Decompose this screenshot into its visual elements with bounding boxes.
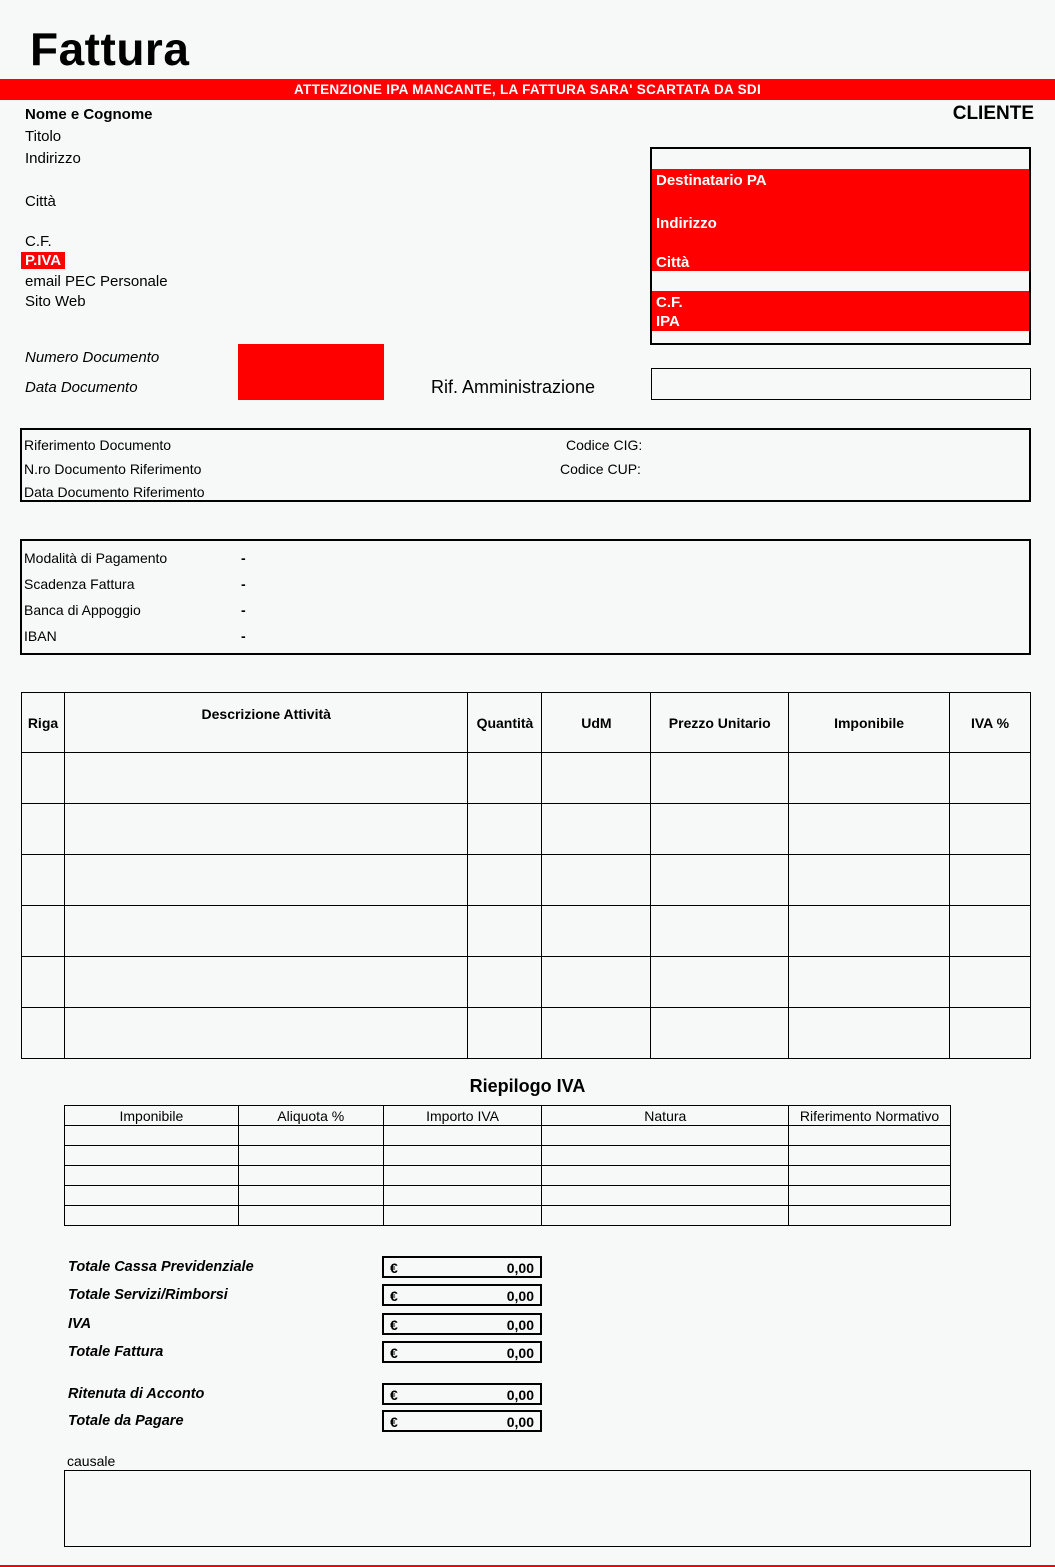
table-cell[interactable] <box>468 855 542 906</box>
table-cell[interactable] <box>64 804 468 855</box>
table-row <box>65 1166 951 1186</box>
table-cell[interactable] <box>22 855 65 906</box>
table-cell[interactable] <box>542 1206 789 1226</box>
table-cell[interactable] <box>789 1008 950 1059</box>
currency-symbol: € <box>390 1260 398 1276</box>
seller-pec: email PEC Personale <box>25 273 168 290</box>
client-ipa: IPA <box>656 313 680 330</box>
payment-label: IBAN <box>24 628 57 644</box>
column-header: Descrizione Attività <box>64 693 468 753</box>
client-box <box>650 147 1031 345</box>
table-cell[interactable] <box>65 1186 239 1206</box>
riferimento-documento-label: Riferimento Documento <box>24 437 172 453</box>
table-cell[interactable] <box>65 1146 239 1166</box>
ritenuta-di-acconto-label: Ritenuta di Acconto <box>68 1386 205 1402</box>
totale-fattura-field <box>382 1341 542 1363</box>
table-cell[interactable] <box>383 1186 542 1206</box>
table-cell[interactable] <box>651 753 789 804</box>
seller-piva: P.IVA <box>21 252 65 269</box>
table-cell[interactable] <box>789 804 950 855</box>
table-cell[interactable] <box>542 906 651 957</box>
table-cell[interactable] <box>383 1126 542 1146</box>
column-header: Riga <box>22 693 65 753</box>
column-header: UdM <box>542 693 651 753</box>
table-cell[interactable] <box>950 957 1031 1008</box>
client-citta: Città <box>656 254 690 271</box>
client-indirizzo: Indirizzo <box>656 215 717 232</box>
table-row <box>65 1146 951 1166</box>
table-row <box>22 804 1031 855</box>
table-cell[interactable] <box>789 1206 951 1226</box>
table-row <box>22 855 1031 906</box>
currency-symbol: € <box>390 1317 398 1333</box>
reference-box <box>20 428 1031 502</box>
items-header-row <box>22 693 1031 753</box>
column-header: Prezzo Unitario <box>651 693 789 753</box>
table-cell[interactable] <box>64 855 468 906</box>
total-value: 0,00 <box>506 1387 534 1403</box>
seller-titolo: Titolo <box>25 128 62 145</box>
table-cell[interactable] <box>468 957 542 1008</box>
table-row <box>65 1206 951 1226</box>
payment-box <box>20 539 1031 655</box>
total-value: 0,00 <box>506 1288 534 1304</box>
table-cell[interactable] <box>651 957 789 1008</box>
ipa-warning-banner: ATTENZIONE IPA MANCANTE, LA FATTURA SARA' SCARTATA DA SDI <box>0 79 1055 100</box>
iva-label: IVA <box>68 1316 92 1332</box>
table-cell[interactable] <box>22 804 65 855</box>
currency-symbol: € <box>390 1345 398 1361</box>
table-cell[interactable] <box>65 1166 239 1186</box>
totale-cassa-previdenziale-label: Totale Cassa Previdenziale <box>68 1259 254 1275</box>
table-cell[interactable] <box>950 753 1031 804</box>
column-header: Imponibile <box>789 693 950 753</box>
client-cf: C.F. <box>656 294 683 311</box>
table-cell[interactable] <box>64 1008 468 1059</box>
table-cell[interactable] <box>542 1126 789 1146</box>
table-cell[interactable] <box>789 906 950 957</box>
table-cell[interactable] <box>468 906 542 957</box>
table-cell[interactable] <box>542 753 651 804</box>
table-cell[interactable] <box>542 1146 789 1166</box>
total-value: 0,00 <box>506 1414 534 1430</box>
column-header: Natura <box>542 1106 789 1126</box>
table-cell[interactable] <box>238 1146 383 1166</box>
table-cell[interactable] <box>950 1008 1031 1059</box>
column-header: IVA % <box>950 693 1031 753</box>
payment-value: - <box>241 550 246 566</box>
table-cell[interactable] <box>468 753 542 804</box>
table-cell[interactable] <box>789 1186 951 1206</box>
totale-da-pagare-label: Totale da Pagare <box>68 1413 184 1429</box>
payment-value: - <box>241 628 246 644</box>
table-cell[interactable] <box>950 804 1031 855</box>
ritenuta-di-acconto-field <box>382 1383 542 1405</box>
column-header: Quantità <box>468 693 542 753</box>
numero-documento-label: Numero Documento <box>25 349 160 366</box>
table-row <box>22 957 1031 1008</box>
table-cell[interactable] <box>383 1146 542 1166</box>
table-row <box>22 753 1031 804</box>
table-cell[interactable] <box>542 1166 789 1186</box>
table-cell[interactable] <box>950 855 1031 906</box>
seller-indirizzo: Indirizzo <box>25 150 81 167</box>
vat-header-row <box>65 1106 951 1126</box>
totale-fattura-label: Totale Fattura <box>68 1344 164 1360</box>
causale-field[interactable] <box>64 1470 1031 1547</box>
client-destinatario: Destinatario PA <box>656 172 767 189</box>
items-table <box>21 692 1031 1059</box>
column-header: Imponibile <box>65 1106 239 1126</box>
currency-symbol: € <box>390 1414 398 1430</box>
table-row <box>22 906 1031 957</box>
nro-documento-riferimento-label: N.ro Documento Riferimento <box>24 461 202 477</box>
client-red-block <box>652 169 1029 271</box>
total-value: 0,00 <box>506 1345 534 1361</box>
table-row <box>22 1008 1031 1059</box>
table-cell[interactable] <box>383 1166 542 1186</box>
totale-servizi-rimborsi-label: Totale Servizi/Rimborsi <box>68 1287 228 1303</box>
payment-value: - <box>241 602 246 618</box>
table-cell[interactable] <box>64 906 468 957</box>
iva-field <box>382 1313 542 1335</box>
payment-label: Modalità di Pagamento <box>24 550 168 566</box>
payment-label: Banca di Appoggio <box>24 602 141 618</box>
table-row <box>65 1186 951 1206</box>
table-row <box>65 1126 951 1146</box>
table-cell[interactable] <box>542 1008 651 1059</box>
totale-cassa-previdenziale-field <box>382 1256 542 1278</box>
rif-amministrazione-label: Rif. Amministrazione <box>431 377 596 397</box>
payment-value: - <box>241 576 246 592</box>
currency-symbol: € <box>390 1288 398 1304</box>
rif-amministrazione-field[interactable] <box>651 368 1031 400</box>
client-red-block-2 <box>652 291 1029 331</box>
data-documento-label: Data Documento <box>25 379 138 396</box>
vat-summary-table <box>64 1105 951 1226</box>
codice-cig-label: Codice CIG: <box>566 437 643 453</box>
seller-web: Sito Web <box>25 293 86 310</box>
table-cell[interactable] <box>542 957 651 1008</box>
column-header: Aliquota % <box>238 1106 383 1126</box>
table-cell[interactable] <box>542 804 651 855</box>
table-cell[interactable] <box>238 1186 383 1206</box>
table-cell[interactable] <box>64 753 468 804</box>
riepilogo-iva-title: Riepilogo IVA <box>469 1076 586 1096</box>
document-number-field[interactable] <box>238 344 384 400</box>
table-cell[interactable] <box>64 957 468 1008</box>
table-cell[interactable] <box>789 753 950 804</box>
payment-label: Scadenza Fattura <box>24 576 135 592</box>
total-value: 0,00 <box>506 1317 534 1333</box>
table-cell[interactable] <box>22 957 65 1008</box>
causale-label: causale <box>67 1453 116 1469</box>
seller-citta: Città <box>25 193 56 210</box>
codice-cup-label: Codice CUP: <box>560 461 641 477</box>
total-value: 0,00 <box>506 1260 534 1276</box>
table-cell[interactable] <box>22 753 65 804</box>
table-cell[interactable] <box>542 1186 789 1206</box>
table-cell[interactable] <box>789 1166 951 1186</box>
table-cell[interactable] <box>651 906 789 957</box>
table-cell[interactable] <box>22 906 65 957</box>
table-cell[interactable] <box>789 1146 951 1166</box>
column-header: Importo IVA <box>383 1106 542 1126</box>
table-cell[interactable] <box>651 855 789 906</box>
table-cell[interactable] <box>542 855 651 906</box>
column-header: Riferimento Normativo <box>789 1106 951 1126</box>
table-cell[interactable] <box>238 1166 383 1186</box>
currency-symbol: € <box>390 1387 398 1403</box>
totale-servizi-rimborsi-field <box>382 1284 542 1306</box>
table-cell[interactable] <box>789 855 950 906</box>
table-cell[interactable] <box>22 1008 65 1059</box>
table-cell[interactable] <box>950 906 1031 957</box>
table-cell[interactable] <box>651 804 789 855</box>
invoice-title: Fattura <box>30 23 190 75</box>
table-cell[interactable] <box>789 957 950 1008</box>
table-cell[interactable] <box>238 1126 383 1146</box>
table-cell[interactable] <box>65 1206 239 1226</box>
table-cell[interactable] <box>238 1206 383 1226</box>
table-cell[interactable] <box>65 1126 239 1146</box>
seller-name: Nome e Cognome <box>25 106 153 123</box>
data-documento-riferimento-label: Data Documento Riferimento <box>24 484 205 500</box>
table-cell[interactable] <box>383 1206 542 1226</box>
seller-cf: C.F. <box>25 233 52 250</box>
table-cell[interactable] <box>789 1126 951 1146</box>
totale-da-pagare-field <box>382 1410 542 1432</box>
table-cell[interactable] <box>468 804 542 855</box>
client-heading: CLIENTE <box>952 103 1034 124</box>
table-cell[interactable] <box>468 1008 542 1059</box>
table-cell[interactable] <box>651 1008 789 1059</box>
